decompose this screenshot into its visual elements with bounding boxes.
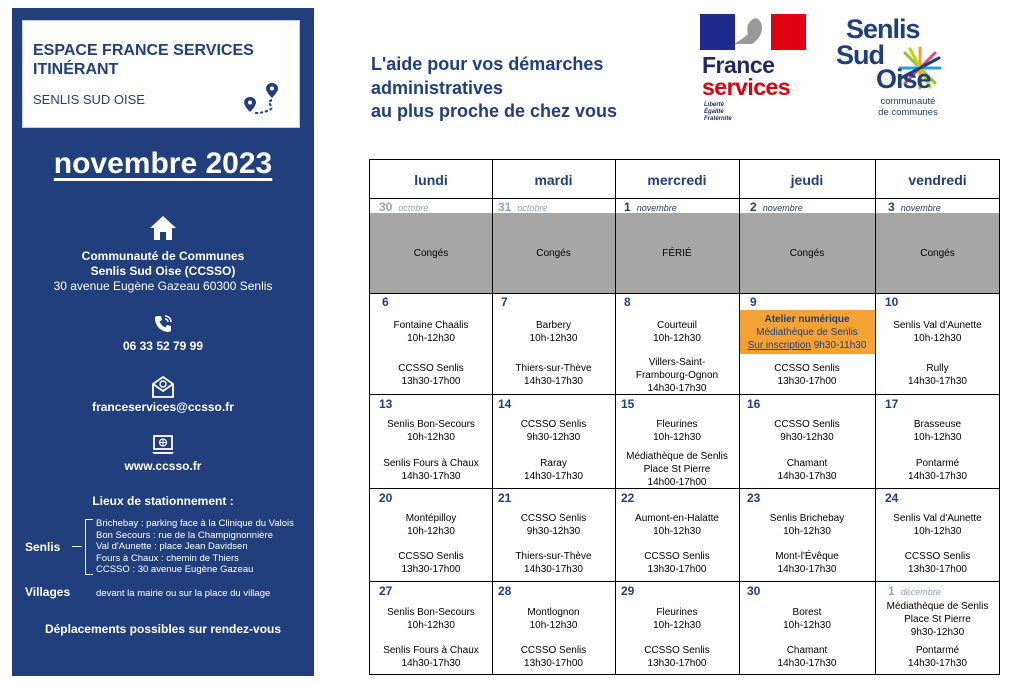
date-cell [379, 584, 392, 598]
day-header-mardi: mardi [534, 172, 573, 188]
slot-place: CCSSO Senlis [904, 551, 971, 562]
pm-slot [875, 362, 1000, 388]
slot-place: Aumont-en-Halatte [635, 513, 719, 524]
slot-place: Senlis Val d'Aunette [893, 320, 982, 331]
slot-time: 14h30-17h30 [524, 376, 583, 387]
am-slot [615, 319, 739, 345]
day-header-mercredi: mercredi [647, 172, 707, 188]
sidebar [12, 8, 314, 676]
date-number: 22 [621, 491, 635, 505]
pm-slot [370, 550, 492, 576]
france-services-logo [696, 14, 812, 130]
address-line2: Senlis Sud Oise (CCSSO) [90, 264, 236, 278]
fs-motto-1: Liberté [704, 102, 725, 108]
date-number: 27 [379, 584, 393, 598]
pm-slot [370, 362, 492, 388]
footer-note: Déplacements possibles sur rendez-vous [44, 622, 282, 636]
month-title: novembre 2023 [53, 147, 273, 180]
parking-item: Brichebay : parking face à la Clinique du Valois [96, 518, 294, 529]
slot-time: 10h-12h30 [529, 333, 578, 344]
am-slot [739, 606, 875, 632]
pm-slot [615, 450, 739, 489]
date-number: 29 [621, 584, 635, 598]
slot-time: 10h-12h30 [407, 333, 455, 344]
cc-logo-line3: Oise [876, 64, 931, 94]
slot-time: 13h30-17h00 [647, 564, 707, 575]
slot-time: 14h30-17h30 [401, 471, 461, 482]
date-number: 8 [624, 295, 631, 309]
pm-slot [370, 644, 492, 670]
slot-place: Senlis Brichebay [769, 513, 845, 524]
phone-icon [153, 314, 173, 334]
date-number: 9 [750, 295, 757, 309]
am-slot [739, 512, 875, 538]
slot-place-2: Place St Pierre [904, 614, 971, 625]
fs-motto-2: Égalité [704, 109, 724, 115]
cc-logo-line2: Sud [836, 40, 884, 70]
fs-logo-line2: services [702, 74, 791, 100]
pm-slot [615, 356, 739, 395]
tagline-line3: au plus proche de chez vous [371, 101, 618, 121]
am-slot [492, 606, 615, 632]
senlis-connector [72, 546, 82, 547]
slot-place: Barbery [535, 320, 571, 331]
am-slot [615, 606, 739, 632]
pm-slot [739, 362, 875, 388]
slot-place: Atelier numérique [764, 314, 850, 325]
date-number: 24 [885, 491, 899, 505]
slot-place: Chamant [786, 458, 828, 469]
am-slot [370, 319, 492, 345]
computer-icon [151, 434, 175, 456]
date-month: novembre [900, 203, 941, 213]
slot-time: 10h-12h30 [653, 432, 701, 443]
date-number: 1 [888, 584, 895, 598]
tagline-line1: L'aide pour vos démarches [371, 54, 604, 74]
date-cell [379, 200, 428, 214]
parking-title: Lieux de stationnement : [92, 494, 234, 508]
slot-time: 14h30-17h30 [777, 564, 837, 575]
phone-icon-wrap [12, 314, 314, 334]
slot-place-2: Médiathèque de Senlis [756, 327, 858, 338]
date-cell [498, 200, 547, 214]
slot-time: 9h30-12h30 [526, 526, 581, 537]
website-link[interactable]: www.ccsso.fr [124, 459, 202, 473]
am-slot [492, 512, 615, 538]
route-icon [241, 79, 283, 119]
slot-time: 14h30-17h30 [908, 471, 967, 482]
senlis-label: Senlis [25, 540, 61, 554]
date-cell [750, 200, 803, 214]
slot-time: 10h-12h30 [653, 526, 701, 537]
slot-time: 10h-12h30 [913, 432, 962, 443]
slot-place-2: Place St Pierre [643, 464, 711, 475]
slot-place: Chamant [786, 645, 828, 656]
date-number: 30 [747, 584, 761, 598]
atelier-slot [739, 313, 875, 352]
parking-item: Fours à Chaux : chemin de Thiers [96, 552, 239, 564]
cc-logo-line1: Senlis [846, 14, 920, 44]
date-cell [747, 584, 760, 598]
date-number: 7 [501, 295, 508, 309]
pm-slot [492, 644, 615, 670]
parking-item: CCSSO : 30 avenue Eugène Gazeau [96, 564, 254, 576]
date-number: 23 [747, 491, 761, 505]
date-number: 13 [379, 397, 393, 411]
am-slot [492, 418, 615, 444]
slot-place: Rully [926, 363, 949, 374]
slot-place: CCSSO Senlis [774, 363, 840, 374]
slot-time: 14h30-17h30 [647, 383, 707, 394]
date-cell [888, 200, 941, 214]
date-month: novembre [762, 203, 803, 213]
slot-place: Montépilloy [405, 513, 457, 524]
grid-line [370, 293, 999, 294]
pm-slot [739, 457, 875, 483]
grid-line [739, 160, 740, 674]
am-slot [615, 512, 739, 538]
date-month: octobre [398, 203, 429, 213]
parking-item: Val d'Aunette : place Jean Davidsen [96, 541, 248, 553]
slot-time: 14h30-17h30 [524, 471, 583, 482]
slot-time: 10h-12h30 [653, 333, 701, 344]
villages-text: devant la mairie ou sur la place du village [96, 588, 271, 599]
pm-slot [739, 550, 875, 576]
day-header-jeudi: jeudi [790, 172, 824, 188]
pm-slot [615, 550, 739, 576]
am-slot [875, 600, 1000, 639]
slot-time: 14h30-17h30 [524, 564, 583, 575]
slot-place: Senlis Bon-Secours [387, 419, 475, 430]
am-slot [370, 512, 492, 538]
tagline [371, 53, 617, 124]
pm-slot [875, 550, 1000, 576]
grid-line [492, 160, 493, 674]
am-slot [492, 319, 615, 345]
slot-place: CCSSO Senlis [520, 513, 587, 524]
slot-time: 14h00-17h00 [647, 477, 707, 488]
pm-slot [739, 644, 875, 670]
slot-place: CCSSO Senlis [774, 419, 840, 430]
home-icon-wrap [12, 214, 314, 242]
villages-label: Villages [25, 585, 71, 599]
slot-place: Courteuil [656, 320, 698, 331]
holiday-label: Congés [413, 248, 449, 259]
date-number: 10 [885, 295, 899, 309]
slot-place: Raray [540, 458, 567, 469]
slot-place: Senlis Fours à Chaux [383, 645, 479, 656]
title-box [22, 20, 300, 128]
date-month: octobre [517, 203, 548, 213]
slot-time: 10h-12h30 [653, 620, 701, 631]
date-month: novembre [636, 203, 677, 213]
slot-place: Montlognon [527, 607, 580, 618]
pm-slot [875, 644, 1000, 670]
fs-motto [704, 102, 732, 123]
slot-time: 10h-12h30 [913, 526, 962, 537]
pm-slot [492, 550, 615, 576]
slot-place-2: Frambourg-Ognon [635, 370, 719, 381]
ccsso-logo [828, 10, 968, 130]
grid-line [615, 160, 616, 674]
slot-time: 9h30-12h30 [910, 627, 965, 638]
slot-time: 13h30-17h00 [647, 658, 707, 669]
date-number: 16 [747, 397, 761, 411]
parking-list [96, 518, 294, 576]
day-header-lundi: lundi [414, 172, 448, 188]
fs-logo-line1: France [702, 52, 775, 78]
slot-place: Mont-l'Évêque [775, 551, 839, 562]
date-cell [498, 584, 511, 598]
date-number: 20 [379, 491, 393, 505]
slot-place: Fontaine Chaalis [393, 320, 469, 331]
date-number: 31 [498, 200, 512, 214]
parking-item: Bon Secours : rue de la Champignonnière [96, 529, 273, 541]
slot-time: 13h30-17h00 [908, 564, 967, 575]
slot-time: 14h30-17h30 [777, 658, 837, 669]
date-number: 6 [382, 295, 389, 309]
address-block [12, 249, 314, 294]
slot-time: 14h30-17h30 [908, 376, 967, 387]
date-number: 15 [621, 397, 635, 411]
address-line3: 30 avenue Eugène Gazeau 60300 Senlis [53, 279, 273, 293]
am-slot [739, 418, 875, 444]
slot-time: 13h30-17h00 [777, 376, 837, 387]
date-month: décembre [900, 587, 941, 597]
slot-time: 13h30-17h00 [401, 564, 461, 575]
slot-time: 10h-12h30 [913, 333, 962, 344]
slot-time: 10h-12h30 [407, 432, 455, 443]
am-slot [875, 512, 1000, 538]
pm-slot [492, 457, 615, 483]
slot-time: 10h-12h30 [407, 526, 455, 537]
pm-slot [370, 457, 492, 483]
am-slot [875, 319, 1000, 345]
address-line1: Communauté de Communes [81, 249, 245, 263]
slot-time: 10h-12h30 [529, 620, 578, 631]
date-number: 17 [885, 397, 899, 411]
cc-logo-sub1: communauté [880, 96, 936, 107]
pm-slot [875, 457, 1000, 483]
slot-place: Borest [792, 607, 822, 618]
pm-slot [492, 362, 615, 388]
cc-logo-subtitle [868, 96, 948, 118]
phone-number[interactable]: 06 33 52 79 99 [122, 339, 204, 353]
slot-place: CCSSO Senlis [520, 419, 587, 430]
date-number: 28 [498, 584, 512, 598]
marianne-flag-icon [700, 14, 806, 50]
slot-place: Villers-Saint- [648, 357, 706, 368]
day-header-vendredi: vendredi [908, 172, 967, 188]
slot-time: 13h30-17h00 [401, 376, 461, 387]
slot-place: Senlis Fours à Chaux [383, 458, 479, 469]
cc-logo-sub2: de communes [878, 107, 938, 118]
slot-place: Senlis Val d'Aunette [893, 513, 982, 524]
slot-place: Fleurines [656, 607, 698, 618]
slot-place: CCSSO Senlis [520, 645, 587, 656]
slot-time: 10h-12h30 [407, 620, 455, 631]
home-icon [148, 214, 178, 242]
slot-place: Brasseuse [913, 419, 962, 430]
slot-place: Senlis Bon-Secours [387, 607, 475, 618]
tagline-line2: administratives [371, 77, 504, 98]
slot-place: Thiers-sur-Thève [515, 363, 592, 374]
title-line1: ESPACE FRANCE SERVICES [33, 42, 254, 59]
web-icon-wrap [12, 434, 314, 456]
slot-time: 13h30-17h00 [524, 658, 583, 669]
am-slot [875, 418, 1000, 444]
slot-place: CCSSO Senlis [644, 551, 710, 562]
calendar-grid [369, 159, 1000, 675]
slot-place: CCSSO Senlis [398, 551, 464, 562]
mail-icon [151, 375, 175, 399]
subtitle: SENLIS SUD OISE [33, 92, 145, 107]
pm-slot [615, 644, 739, 670]
slot-place: Médiathèque de Senlis [886, 601, 989, 612]
date-number: 21 [498, 491, 512, 505]
slot-time: 10h-12h30 [783, 620, 831, 631]
grid-line [370, 198, 999, 199]
slot-place: Médiathèque de Senlis [626, 451, 728, 462]
date-number: 1 [624, 200, 631, 214]
slot-place: Pontarmé [915, 645, 960, 656]
fs-motto-3: Fraternité [704, 116, 732, 122]
holiday-label: Congés [536, 248, 571, 259]
slot-place: Fleurines [656, 419, 698, 430]
slot-place: CCSSO Senlis [644, 645, 710, 656]
mail-icon-wrap [12, 375, 314, 399]
slot-time: 14h30-17h30 [908, 658, 967, 669]
am-slot [615, 418, 739, 444]
parking-brace [85, 519, 93, 575]
title-line2: ITINÉRANT [33, 61, 119, 78]
date-number: 3 [888, 200, 895, 214]
am-slot [370, 418, 492, 444]
slot-time: 10h-12h30 [783, 526, 831, 537]
date-cell [624, 200, 677, 214]
date-cell [888, 584, 941, 598]
date-number: 30 [379, 200, 393, 214]
slot-time: 14h30-17h30 [401, 658, 461, 669]
date-number: 2 [750, 200, 757, 214]
slot-place: CCSSO Senlis [398, 363, 464, 374]
am-slot [370, 606, 492, 632]
slot-place: Pontarmé [915, 458, 960, 469]
date-number: 14 [498, 397, 512, 411]
date-cell [621, 584, 634, 598]
slot-place: Thiers-sur-Thève [515, 551, 592, 562]
holiday-label: Congés [920, 248, 955, 259]
slot-time: 14h30-17h30 [777, 471, 837, 482]
holiday-label: FÉRIÉ [662, 248, 692, 259]
email-link[interactable]: franceservices@ccsso.fr [92, 400, 234, 414]
slot-time: 9h30-12h30 [526, 432, 581, 443]
holiday-label: Congés [789, 248, 825, 259]
slot-time: 9h30-11h30 [813, 340, 867, 351]
slot-time: 9h30-12h30 [780, 432, 834, 443]
grid-line [875, 160, 876, 674]
grid-line [370, 581, 999, 582]
registration-link[interactable]: Sur inscription [747, 340, 811, 351]
